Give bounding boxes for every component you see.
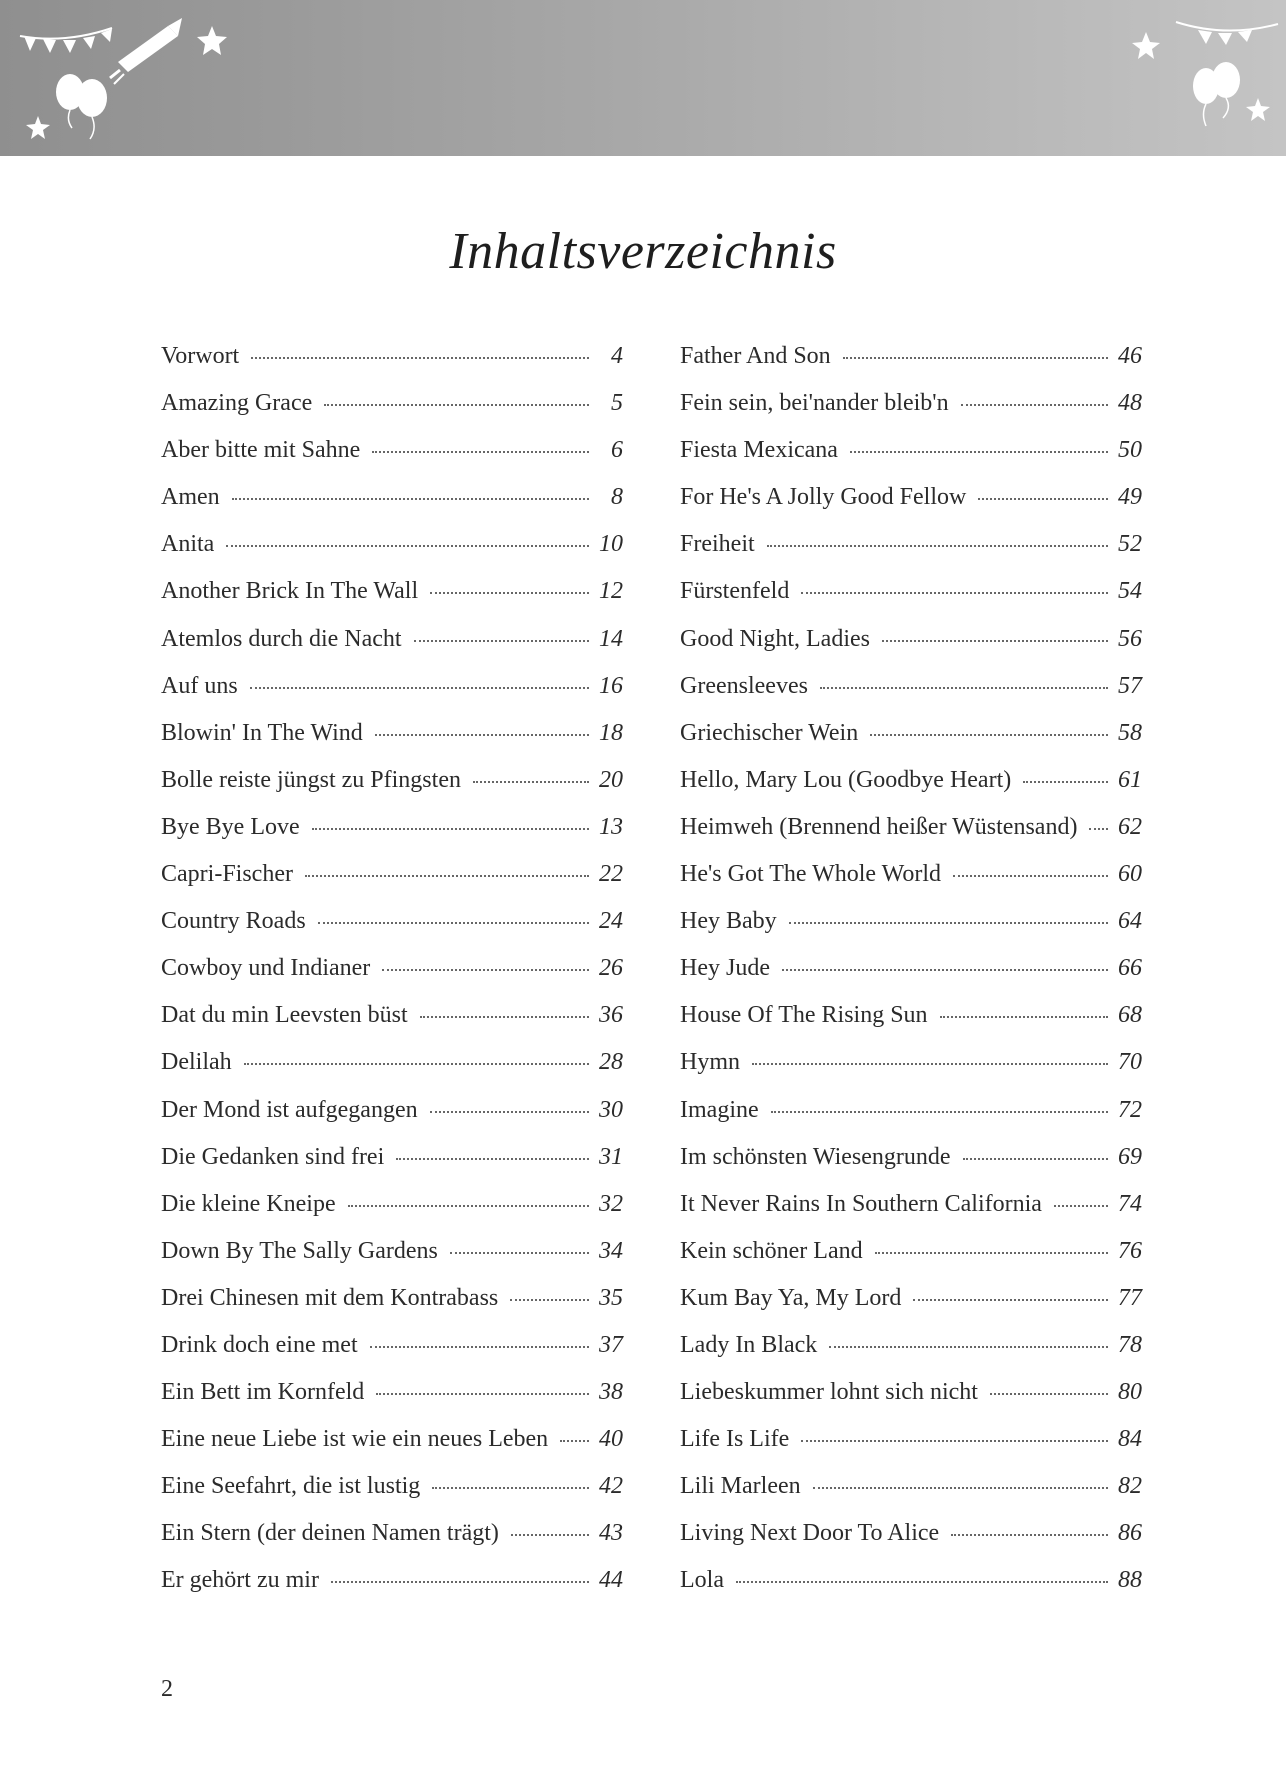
toc-leader-dots (736, 1581, 1108, 1583)
toc-entry[interactable] (161, 333, 623, 380)
toc-entry[interactable] (161, 1557, 623, 1604)
toc-entry[interactable] (161, 1134, 623, 1181)
toc-entry-page: 42 (599, 1473, 623, 1500)
toc-entry-title: Amen (161, 484, 220, 511)
toc-entry-title: Die kleine Kneipe (161, 1190, 336, 1217)
toc-entry[interactable] (680, 710, 1142, 757)
toc-entry-page: 6 (611, 437, 623, 464)
toc-entry-title: Ein Stern (der deinen Namen trägt) (161, 1520, 499, 1547)
toc-entry[interactable] (680, 1416, 1142, 1463)
toc-entry-page: 22 (599, 861, 623, 888)
toc-entry-title: Im schönsten Wiesengrunde (680, 1143, 951, 1170)
toc-entry-title: He's Got The Whole World (680, 861, 942, 888)
toc-leader-dots (432, 1487, 589, 1489)
toc-leader-dots (251, 357, 589, 359)
toc-entry-page: 43 (599, 1520, 623, 1547)
header-decor-right (1106, 0, 1286, 156)
toc-leader-dots (789, 922, 1108, 924)
toc-entry-page: 46 (1118, 343, 1142, 369)
star-icon (26, 26, 227, 139)
toc-entry-page: 70 (1118, 1049, 1142, 1076)
toc-leader-dots (348, 1205, 589, 1207)
toc-entry-title: Country Roads (161, 908, 306, 935)
toc-entry-title: Drink doch eine met (161, 1331, 358, 1358)
toc-entry[interactable] (161, 804, 623, 851)
toc-leader-dots (801, 1440, 1108, 1442)
toc-leader-dots (990, 1393, 1108, 1395)
toc-entry[interactable] (680, 1275, 1142, 1322)
toc-entry[interactable] (161, 1369, 623, 1416)
toc-entry-page: 35 (599, 1284, 623, 1311)
toc-entry-page: 84 (1118, 1426, 1142, 1453)
toc-entry-title: Fiesta Mexicana (680, 437, 838, 464)
toc-entry[interactable] (161, 710, 623, 757)
toc-entry-page: 60 (1118, 861, 1142, 888)
toc-entry[interactable] (161, 427, 623, 474)
toc-entry-page: 13 (599, 813, 623, 840)
toc-leader-dots (882, 640, 1108, 642)
toc-entry-title: Kein schöner Land (680, 1237, 863, 1264)
toc-entry-page: 78 (1118, 1331, 1142, 1358)
toc-entry[interactable] (161, 1275, 623, 1322)
toc-leader-dots (1089, 828, 1108, 830)
toc-entry[interactable] (161, 757, 623, 804)
toc-entry[interactable] (680, 1557, 1142, 1604)
toc-leader-dots (511, 1534, 589, 1536)
toc-entry-title: Lola (680, 1567, 724, 1594)
toc-entry[interactable] (680, 804, 1142, 851)
toc-entry[interactable] (161, 568, 623, 615)
toc-entry-page: 26 (599, 955, 623, 982)
toc-leader-dots (782, 969, 1108, 971)
page-number: 2 (161, 1676, 173, 1702)
toc-leader-dots (875, 1252, 1108, 1254)
toc-entry-title: Good Night, Ladies (680, 625, 870, 652)
toc-entry-title: Der Mond ist aufgegangen (161, 1096, 418, 1123)
toc-entry-title: Greensleeves (680, 672, 808, 699)
toc-leader-dots (331, 1581, 589, 1583)
toc-entry-title: Another Brick In The Wall (161, 578, 419, 605)
toc-leader-dots (829, 1346, 1108, 1348)
toc-entry[interactable] (161, 1181, 623, 1228)
toc-entry-title: Fein sein, bei'nander bleib'n (680, 390, 949, 417)
toc-entry[interactable] (161, 474, 623, 521)
toc-entry-title: Down By The Sally Gardens (161, 1237, 438, 1264)
toc-entry-page: 56 (1118, 625, 1142, 652)
toc-leader-dots (510, 1299, 589, 1301)
toc-entry[interactable] (680, 898, 1142, 945)
toc-entry[interactable] (680, 1087, 1142, 1134)
toc-entry-title: Amazing Grace (161, 390, 313, 417)
toc-entry[interactable] (161, 945, 623, 992)
toc-leader-dots (450, 1252, 589, 1254)
toc-leader-dots (396, 1158, 589, 1160)
toc-entry-title: Imagine (680, 1096, 759, 1123)
toc-entry-title: Cowboy und Indianer (161, 955, 371, 982)
toc-entry[interactable] (680, 1134, 1142, 1181)
toc-leader-dots (953, 875, 1108, 877)
toc-entry-title: Dat du min Leevsten büst (161, 1002, 408, 1029)
toc-entry-title: Anita (161, 531, 215, 558)
toc-leader-dots (801, 592, 1108, 594)
toc-entry-title: Fürstenfeld (680, 578, 790, 605)
toc-leader-dots (843, 357, 1108, 359)
toc-entry-title: Bye Bye Love (161, 813, 300, 840)
toc-leader-dots (961, 404, 1108, 406)
toc-leader-dots (767, 545, 1108, 547)
toc-entry-title: Griechischer Wein (680, 719, 859, 746)
toc-entry-page: 69 (1118, 1143, 1142, 1170)
toc-entry-title: Kum Bay Ya, My Lord (680, 1284, 902, 1311)
toc-entry[interactable] (680, 1463, 1142, 1510)
header-band (0, 0, 1286, 156)
toc-entry[interactable] (680, 851, 1142, 898)
toc-leader-dots (963, 1158, 1108, 1160)
toc-entry-title: Lady In Black (680, 1331, 818, 1358)
toc-entry-title: Auf uns (161, 672, 238, 699)
toc-leader-dots (430, 1111, 589, 1113)
toc-leader-dots (752, 1063, 1108, 1065)
toc-entry-page: 38 (599, 1379, 623, 1406)
toc-entry-page: 16 (599, 672, 623, 699)
toc-entry-title: Hey Jude (680, 955, 770, 982)
toc-entry[interactable] (161, 1416, 623, 1463)
toc-entry[interactable] (680, 380, 1142, 427)
toc-entry[interactable] (680, 945, 1142, 992)
toc-entry[interactable] (680, 1322, 1142, 1369)
toc-entry-page: 12 (599, 578, 623, 605)
toc-entry[interactable] (161, 1087, 623, 1134)
toc-leader-dots (232, 498, 589, 500)
toc-entry-title: Bolle reiste jüngst zu Pfingsten (161, 766, 461, 793)
toc-entry[interactable] (161, 663, 623, 710)
toc-entry-page: 76 (1118, 1237, 1142, 1264)
toc-entry-page: 68 (1118, 1002, 1142, 1029)
toc-leader-dots (1023, 781, 1108, 783)
toc-leader-dots (312, 828, 589, 830)
toc-entry[interactable] (161, 1510, 623, 1557)
toc-entry-title: Die Gedanken sind frei (161, 1143, 385, 1170)
toc-entry-title: Living Next Door To Alice (680, 1520, 940, 1547)
toc-entry-page: 48 (1118, 390, 1142, 417)
toc-entry-title: Eine Seefahrt, die ist lustig (161, 1473, 421, 1500)
toc-entry-page: 18 (599, 719, 623, 746)
toc-entry-page: 58 (1118, 719, 1142, 746)
toc-entry-page: 8 (611, 484, 623, 511)
toc-entry-title: Er gehört zu mir (161, 1567, 319, 1594)
toc-entry-title: Freiheit (680, 531, 755, 558)
toc-entry-title: Atemlos durch die Nacht (161, 625, 402, 652)
toc-entry-title: Hymn (680, 1049, 740, 1076)
toc-entry-page: 54 (1118, 578, 1142, 605)
toc-entry-page: 24 (599, 908, 623, 935)
toc-entry-page: 62 (1118, 813, 1142, 840)
toc-leader-dots (318, 922, 589, 924)
toc-entry[interactable] (680, 1228, 1142, 1275)
toc-leader-dots (870, 734, 1108, 736)
balloons-icon (1193, 62, 1240, 126)
toc-entry[interactable] (161, 992, 623, 1039)
toc-leader-dots (375, 734, 589, 736)
toc-entry-title: Ein Bett im Kornfeld (161, 1379, 365, 1406)
toc-entry-page: 50 (1118, 437, 1142, 464)
toc-entry[interactable] (680, 1039, 1142, 1086)
toc-entry[interactable] (680, 333, 1142, 380)
toc-leader-dots (382, 969, 589, 971)
toc-entry-title: Vorwort (161, 343, 240, 369)
toc-entry[interactable] (161, 616, 623, 663)
toc-leader-dots (430, 592, 589, 594)
toc-entry[interactable] (680, 1510, 1142, 1557)
toc-entry-title: House Of The Rising Sun (680, 1002, 928, 1029)
toc-entry-title: Capri-Fischer (161, 861, 293, 888)
toc-entry-title: Heimweh (Brennend heißer Wüstensand) (680, 813, 1078, 840)
toc-entry-page: 34 (599, 1237, 623, 1264)
toc-leader-dots (372, 451, 589, 453)
toc-entry-title: Aber bitte mit Sahne (161, 437, 361, 464)
toc-entry-page: 57 (1118, 672, 1142, 699)
toc-entry-title: Life Is Life (680, 1426, 790, 1453)
toc-entry-page: 14 (599, 625, 623, 652)
toc-leader-dots (560, 1440, 589, 1442)
toc-leader-dots (305, 875, 589, 877)
toc-entry[interactable] (161, 851, 623, 898)
toc-entry-page: 28 (599, 1049, 623, 1076)
toc-entry-page: 20 (599, 766, 623, 793)
toc-entry-page: 74 (1118, 1190, 1142, 1217)
toc-leader-dots (771, 1111, 1108, 1113)
toc-entry[interactable] (161, 1228, 623, 1275)
toc-leader-dots (370, 1346, 589, 1348)
toc-leader-dots (913, 1299, 1108, 1301)
toc-entry[interactable] (680, 427, 1142, 474)
toc-entry-title: Lili Marleen (680, 1473, 801, 1500)
toc-entry[interactable] (680, 1181, 1142, 1228)
toc-entry-title: Drei Chinesen mit dem Kontrabass (161, 1284, 499, 1311)
toc-leader-dots (414, 640, 589, 642)
toc-entry[interactable] (680, 992, 1142, 1039)
toc-entry-page: 32 (599, 1190, 623, 1217)
toc-entry-page: 30 (599, 1096, 623, 1123)
toc-entry[interactable] (161, 1463, 623, 1510)
header-decor-left (0, 0, 240, 156)
toc-entry-page: 40 (599, 1426, 623, 1453)
toc-entry-page: 10 (599, 531, 623, 558)
toc-entry-title: It Never Rains In Southern California (680, 1190, 1042, 1217)
bunting-flags-icon (1176, 22, 1278, 45)
toc-entry-title: For He's A Jolly Good Fellow (680, 484, 967, 511)
toc-entry[interactable] (161, 1039, 623, 1086)
toc-entry[interactable] (680, 568, 1142, 615)
toc-entry[interactable] (161, 1322, 623, 1369)
toc-entry-page: 36 (599, 1002, 623, 1029)
toc-leader-dots (473, 781, 589, 783)
toc-entry[interactable] (161, 521, 623, 568)
toc-leader-dots (1054, 1205, 1108, 1207)
toc-entry-page: 72 (1118, 1096, 1142, 1123)
toc-leader-dots (940, 1016, 1108, 1018)
toc-left-column (161, 333, 623, 1605)
toc-entry[interactable] (680, 1369, 1142, 1416)
toc-entry-page: 5 (611, 390, 623, 417)
toc-leader-dots (420, 1016, 589, 1018)
toc-leader-dots (324, 404, 589, 406)
toc-entry-page: 49 (1118, 484, 1142, 511)
toc-entry-page: 82 (1118, 1473, 1142, 1500)
toc-entry[interactable] (161, 380, 623, 427)
toc-entry-page: 31 (599, 1143, 623, 1170)
toc-entry[interactable] (680, 663, 1142, 710)
toc-entry-page: 64 (1118, 908, 1142, 935)
toc-leader-dots (244, 1063, 589, 1065)
toc-leader-dots (820, 687, 1108, 689)
firework-rocket-icon (110, 18, 182, 84)
toc-entry-page: 86 (1118, 1520, 1142, 1547)
toc-leader-dots (951, 1534, 1108, 1536)
toc-entry-page: 88 (1118, 1567, 1142, 1594)
toc-entry[interactable] (680, 521, 1142, 568)
toc-entry-page: 77 (1118, 1284, 1142, 1311)
toc-entry-title: Delilah (161, 1049, 232, 1076)
toc-entry-title: Liebeskummer lohnt sich nicht (680, 1379, 978, 1406)
toc-entry[interactable] (680, 757, 1142, 804)
toc-entry-title: Hello, Mary Lou (Goodbye Heart) (680, 766, 1012, 793)
toc-entry[interactable] (161, 898, 623, 945)
toc-leader-dots (226, 545, 589, 547)
toc-entry-page: 37 (599, 1331, 623, 1358)
toc-entry-page: 4 (611, 343, 623, 369)
toc-entry-title: Blowin' In The Wind (161, 719, 363, 746)
toc-entry-page: 80 (1118, 1379, 1142, 1406)
toc-entry-page: 52 (1118, 531, 1142, 558)
toc-leader-dots (850, 451, 1108, 453)
toc-leader-dots (250, 687, 589, 689)
toc-right-column (680, 333, 1142, 1605)
balloons-icon (56, 74, 107, 139)
bunting-flags-icon (20, 28, 112, 53)
toc-leader-dots (978, 498, 1108, 500)
toc-entry[interactable] (680, 474, 1142, 521)
toc-leader-dots (813, 1487, 1108, 1489)
toc-entry-page: 66 (1118, 955, 1142, 982)
toc-entry-page: 61 (1118, 766, 1142, 793)
toc-entry-title: Father And Son (680, 343, 831, 369)
page-title: Inhaltsverzeichnis (449, 223, 837, 280)
toc-entry-title: Hey Baby (680, 908, 777, 935)
toc-leader-dots (376, 1393, 589, 1395)
toc-entry-page: 44 (599, 1567, 623, 1594)
toc-entry[interactable] (680, 616, 1142, 663)
toc-entry-title: Eine neue Liebe ist wie ein neues Leben (161, 1426, 549, 1453)
